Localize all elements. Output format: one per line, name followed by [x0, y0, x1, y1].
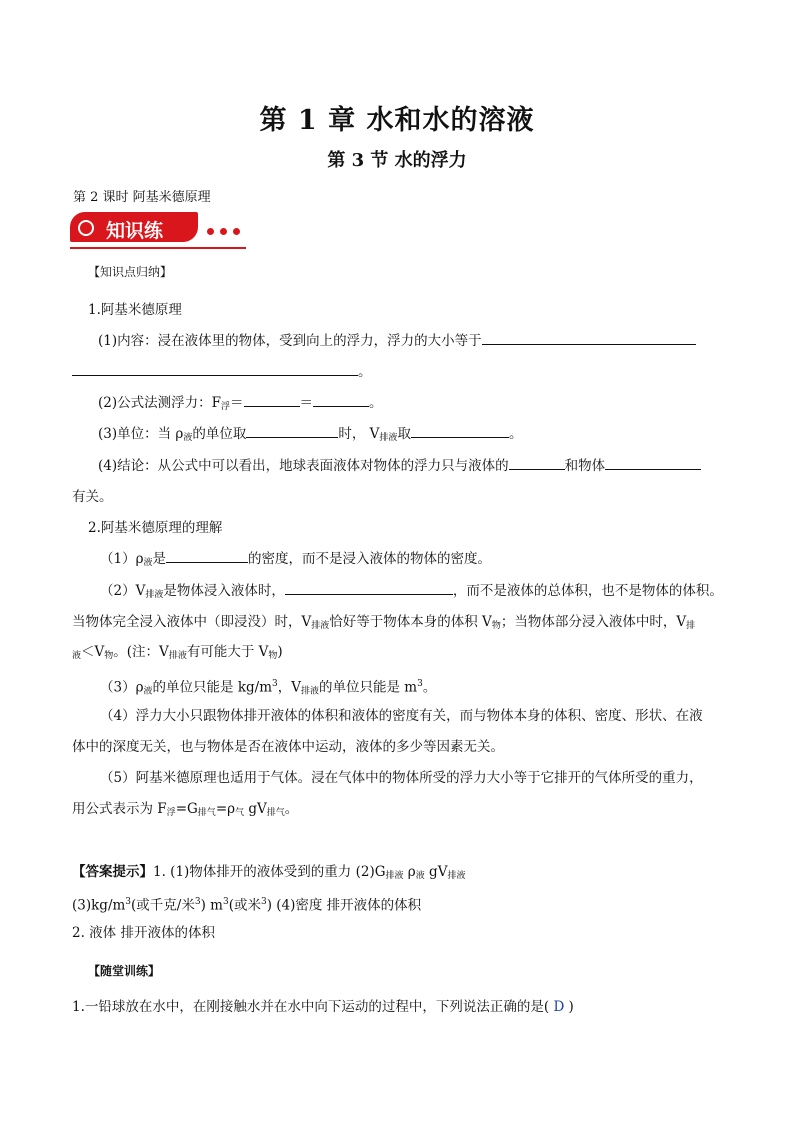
item-3 [100, 674, 436, 702]
tag-practice: 【随堂训练】 [88, 964, 161, 978]
text: ) (4)密度 排开液体的体积 [266, 897, 422, 914]
superscript: 3 [260, 897, 267, 907]
superscript: 3 [125, 897, 132, 907]
text: 。 [358, 364, 372, 380]
text: 时， V [338, 426, 380, 442]
text: ) [564, 999, 574, 1015]
blank [411, 424, 509, 438]
subscript: 排液 [379, 433, 398, 443]
text: ，而不是液体的总体积，也不是物体的体积。 [452, 583, 723, 599]
text: 的单位只能是 m [319, 679, 418, 696]
item-1 [100, 549, 491, 573]
subscript: 液 [143, 558, 153, 568]
item-4-line-2: 体中的深度无关，也与物体是否在液体中运动，液体的多少等因素无关。 [72, 739, 504, 755]
text: (3)kg/m [72, 897, 126, 914]
para-1-line-1 [98, 331, 696, 351]
blank [482, 331, 696, 345]
subscript: 液 [143, 686, 153, 697]
text: (1)内容：浸在液体里的物体，受到向上的浮力，浮力的大小等于 [98, 333, 482, 349]
answer-choice: D [553, 999, 565, 1015]
blank [72, 362, 358, 376]
item-5-line-1: （5）阿基米德原理也适用于气体。浸在气体中的物体所受的浮力大小等于它排开的气体所受的重力， [100, 770, 703, 786]
text: 恰好等于物体本身的体积 V [329, 614, 492, 630]
text: 的单位只能是 kg/m [152, 679, 273, 696]
blank [509, 456, 565, 470]
subscript: 物 [104, 651, 114, 661]
subscript: 物 [268, 651, 278, 661]
subscript: 排液 [168, 651, 187, 661]
text: 取 [397, 426, 411, 442]
subscript: 液 [72, 651, 82, 661]
item-2-line-1 [100, 581, 723, 605]
badge-underline [70, 247, 246, 249]
badge-background [70, 212, 198, 242]
text: 当物体完全浸入液体中（即浸没）时，V [72, 614, 312, 630]
text: 。(注：V [113, 644, 169, 660]
para-3 [98, 424, 522, 448]
text: 是 [152, 551, 167, 567]
blank [605, 456, 701, 470]
subscript: 液 [183, 433, 193, 443]
answer-line-2 [72, 892, 421, 916]
item-2-line-3 [72, 642, 283, 666]
text: 1.一铅球放在水中，在刚接触水并在水中向下运动的过程中，下列说法正确的是( [72, 999, 554, 1015]
item-4-line-1: （4）浮力大小只跟物体排开液体的体积和液体的密度有关，而与物体本身的体积、密度、形状、在液 [100, 708, 703, 724]
text: 有可能大于 V [186, 644, 269, 660]
lesson-title: 第 2 课时 阿基米德原理 [73, 190, 211, 205]
text: 1. (1)物体排开的液体受到的重力 (2)G [153, 864, 386, 880]
subscript: 气 [235, 808, 245, 818]
dot-icon [233, 228, 240, 235]
para-2 [98, 393, 383, 417]
tag-summary: 【知识点归纳】 [88, 265, 173, 279]
exercise-1 [72, 997, 574, 1017]
text: ＜V [81, 644, 105, 660]
text: ，V [277, 679, 301, 696]
subscript: 排液 [385, 871, 404, 881]
text: =G [175, 801, 198, 817]
superscript: 3 [194, 897, 201, 907]
text: 是物体浸入液体时， [163, 583, 285, 599]
superscript: 3 [417, 679, 423, 689]
blank [285, 581, 453, 595]
text: ＝ [299, 395, 314, 411]
subscript: 排 [686, 621, 696, 631]
heading-2: 2.阿基米德原理的理解 [88, 520, 223, 536]
subscript: 排气 [266, 808, 285, 818]
item-5-line-2 [72, 799, 298, 823]
blank [246, 424, 338, 438]
text: gV [244, 801, 267, 817]
text: gV [424, 864, 448, 880]
text: ＝ [230, 395, 244, 411]
text: 。 [422, 679, 437, 696]
subscript: 排液 [301, 686, 320, 697]
text: (4)结论：从公式中可以看出，地球表面液体对物体的浮力只与液体的 [98, 458, 509, 474]
superscript: 3 [222, 897, 229, 907]
text: ；当物体部分浸入液体中时，V [500, 614, 687, 630]
text: 和物体 [564, 458, 606, 474]
text: 的单位取 [192, 426, 247, 442]
blank [313, 393, 369, 407]
answer-line-1 [72, 862, 465, 886]
subscript: 排气 [197, 808, 216, 818]
subscript: 排液 [145, 590, 164, 600]
text: （1）ρ [100, 551, 144, 567]
text: （2）V [100, 583, 146, 599]
text: (或米 [228, 897, 261, 914]
item-2-line-2 [72, 612, 695, 636]
subscript: 排液 [311, 621, 330, 631]
text: =ρ [215, 801, 236, 817]
text: 。 [508, 426, 523, 442]
text: ) [277, 644, 283, 660]
text: ) m [200, 897, 223, 914]
subscript: 物 [491, 621, 501, 631]
answer-tag: 【答案提示】 [72, 864, 153, 880]
para-1-line-2 [72, 362, 372, 382]
subscript: 浮 [166, 808, 176, 818]
text: ρ [403, 864, 416, 880]
knowledge-badge [70, 210, 250, 250]
heading-1: 1.阿基米德原理 [88, 302, 182, 318]
text: （3）ρ [100, 679, 144, 696]
text: (3)单位：当 ρ [98, 426, 184, 442]
chapter-title: 第 1 章 水和水的溶液 [259, 105, 535, 136]
text: (2)公式法测浮力：F [98, 395, 221, 411]
para-4-line-2: 有关。 [72, 489, 113, 505]
blank [166, 549, 248, 563]
circle-icon [78, 220, 94, 236]
text: (或千克/米 [131, 897, 195, 914]
answer-line-3: 2. 液体 排开液体的体积 [72, 925, 215, 941]
text: 。 [284, 801, 299, 817]
para-4-line-1 [98, 456, 701, 476]
section-title: 第 3 节 水的浮力 [327, 150, 467, 171]
blank [244, 393, 300, 407]
text: 用公式表示为 F [72, 801, 167, 817]
superscript: 3 [272, 679, 278, 689]
badge-label: 知识练 [106, 220, 164, 242]
subscript: 浮 [221, 402, 231, 412]
dot-icon [207, 228, 214, 235]
subscript: 液 [415, 871, 425, 881]
text: 的密度，而不是浸入液体的物体的密度。 [248, 551, 492, 567]
subscript: 排液 [447, 871, 466, 881]
dot-icon [220, 228, 227, 235]
text: 。 [369, 395, 383, 411]
